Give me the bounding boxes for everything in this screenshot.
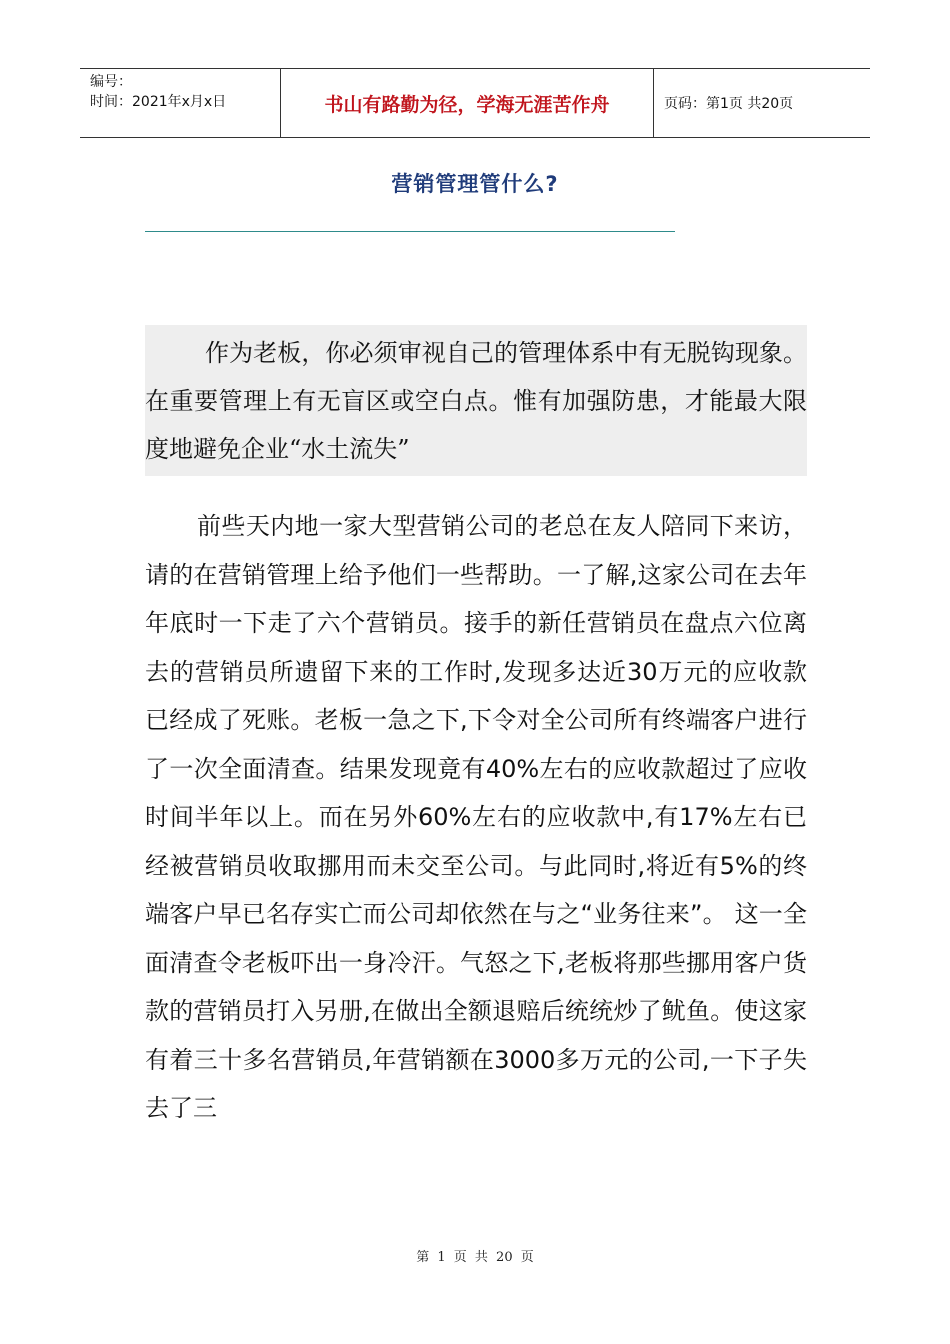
header-meta [80, 69, 280, 137]
page-header [80, 68, 870, 138]
header-page-info: 页码：第1页 共20页 [664, 96, 794, 112]
body-paragraph: 前些天内地一家大型营销公司的老总在友人陪同下来访，请的在营销管理上给予他们一些帮助。一了解,这家公司在去年年底时一下走了六个营销员。接手的新任营销员在盘点六位离去的营销员所遗留下来的工作时,发现多达近30万元的应收款已经成了死账。老板一急之下,下令对全公司所有终端客户进行了一次全面清查。结果发现竟有40%左右的应收款超过了应收时间半年以上。而在另外60%左右的应收款中,有17%左右已经被营销员收取挪用而未交至公司。与此同时,将近有5%的终端客户早已名存实亡而公司却依然在与之“业务往来”。 这一全面清查令老板吓出一身冷汗。气怒之下,老板将那些挪用客户货款的营销员打入另册,在做出全额退赔后统统炒了鱿鱼。使这家有着三十多名营销员,年营销额在3000多万元的公司,一下子失去了三 [145, 512, 807, 1122]
document-title: 营销管理管什么? [391, 172, 559, 196]
abstract-box: 作为老板，你必须审视自己的管理体系中有无脱钩现象。在重要管理上有无盲区或空白点。惟有加强防患，才能最大限度地避免企业“水土流失” [145, 325, 807, 476]
date-label: 时间：2021年x月x日 [90, 94, 227, 110]
serial-label: 编号： [90, 74, 132, 90]
title-divider [145, 231, 675, 232]
page-footer: 第 1 页 共 20 页 [416, 1250, 534, 1265]
header-motto: 书山有路勤为径，学海无涯苦作舟 [280, 69, 654, 137]
